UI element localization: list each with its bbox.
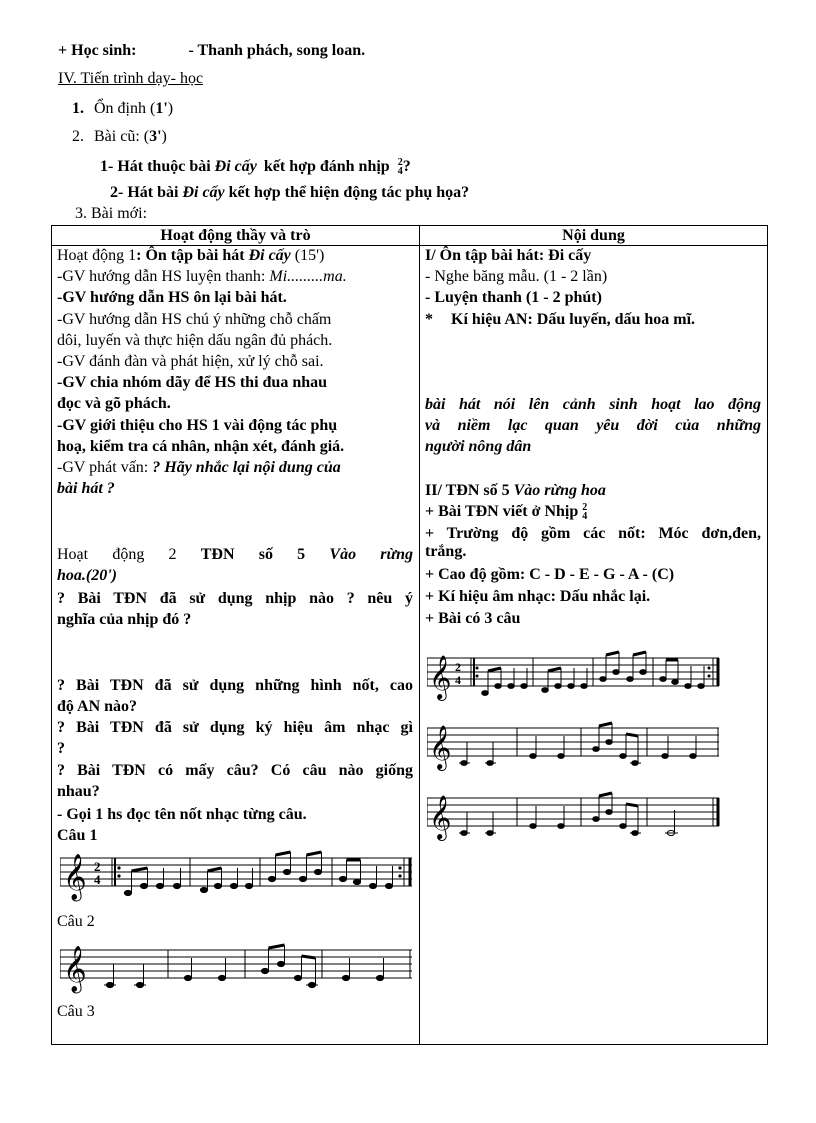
r4-star: * [425,311,433,328]
cau-1-label: Câu 1 [57,827,98,844]
content-line-7: người nông dân [425,438,532,455]
left-line-2: -GV hướng dẫn HS ôn lại bài hát. [57,289,287,306]
activity-2-title [57,545,413,565]
l10-a: -GV phát vấn: [57,459,149,476]
time-sig-top: 2 [455,660,461,674]
left-line-4: dôi, luyến và thực hiện dấu ngân đủ phách. [57,332,333,349]
l1-vocal: Mi.........ma. [269,268,347,285]
time-sig-bottom: 4 [94,872,101,887]
hd1-subtitle: : Ôn tập bài hát [136,247,245,264]
content-section-2 [425,481,761,501]
section-title: IV. Tiến trình dạy- học [58,70,204,87]
step-1-text: Ổn định ( [94,100,156,117]
right-staff-3 [427,784,727,846]
left-line-11: bài hát ? [57,480,115,497]
hd1-label: Hoạt động 1 [57,247,137,264]
hd2-title: Vào rừng [329,546,414,563]
lesson-table [51,225,768,1045]
step-2-text: Bài cũ: ( [94,128,150,145]
r8-title: Vào rừng hoa [513,482,606,499]
r1-label: I/ Ôn tập bài hát: [425,247,545,264]
review-question-1 [100,158,411,176]
content-line-10: + Trường độ gồm các nốt: Móc đơn,đen, [425,525,761,542]
r1-song: Đi cấy [548,247,592,264]
content-line-5: bài hát nói lên cảnh sinh hoạt lao động [425,396,761,413]
left-line-1 [57,267,413,287]
treble-clef-icon: 𝄞 [429,655,452,699]
content-line-14: + Bài có 3 câu [425,610,521,627]
q1-time-top: 2 [397,157,403,169]
q1-time-bottom: 4 [397,166,403,178]
activity-2-title-cont: hoa.(20') [57,567,117,584]
left-line-3: -GV hướng dẫn HS chú ý những chỗ chấm [57,311,332,328]
step-2 [72,128,167,146]
step-3: 3. Bài mới: [75,205,148,222]
question-3-b: ? [57,740,65,757]
cau-2-label: Câu 2 [57,913,95,930]
content-line-11: trắng. [425,543,467,560]
step-2-time: 3' [149,128,162,145]
treble-clef-icon: 𝄞 [63,854,87,900]
hoc-sinh-label: + Học sinh: [58,42,137,59]
left-line-7: đọc và gõ phách. [57,395,171,412]
r9-text: + Bài TĐN viết ở Nhịp [425,503,579,520]
activity-1-title [57,246,413,266]
l10-b: ? Hãy nhắc lại nội dung của [152,459,341,476]
right-staff-2 [427,714,727,774]
r3-a: - Luyện thanh [425,289,522,306]
left-line-10 [57,458,413,478]
content-line-13: + Kí hiệu âm nhạc: Dấu nhắc lại. [425,588,651,605]
step-1-number: 1. [72,100,84,117]
hoc-sinh-items: - Thanh phách, song loan. [188,42,366,59]
step-1 [72,100,173,118]
q1-text-b: kết hợp đánh nhịp [263,158,390,175]
activities-cell [52,246,420,1045]
step-1-time: 1' [155,100,168,117]
review-question-2 [110,184,469,202]
q1-text-a: 1- Hát thuộc bài [100,158,211,175]
question-2-a: ? Bài TĐN đã sử dụng những hình nốt, cao [57,677,413,694]
hd2-label: Hoạt động 2 [57,546,177,563]
q2-text-a: 2- Hát bài [110,184,179,201]
content-line-6: và niềm lạc quan yêu đời của những [425,417,761,434]
r3-b: (1 - 2 phút) [525,289,602,306]
col-header-activities: Hoạt động thầy và trò [52,226,420,246]
cau-3-label: Câu 3 [57,1003,95,1020]
q2-song: Đi cấy [182,184,225,201]
time-sig-top: 2 [94,859,101,874]
right-staff-1 [427,646,727,702]
r9-bottom: 4 [582,511,588,523]
question-4-a: ? Bài TĐN có mấy câu? Có câu nào giống [57,762,413,779]
q2-text-b: kết hợp thể hiện động tác phụ họa? [228,184,470,201]
hd1-time: (15') [294,247,325,264]
content-line-2: - Nghe băng mẫu. (1 - 2 lần) [425,268,608,285]
r9-time-signature [582,503,587,521]
content-line-12: + Cao độ gồm: C - D - E - G - A - (C) [425,566,675,583]
hoc-sinh-line [58,42,365,60]
step-2-number: 2. [72,128,84,145]
left-line-5: -GV đánh đàn và phát hiện, xử lý chỗ sai. [57,353,324,370]
r8-label: II/ TĐN số 5 [425,482,510,499]
hd2-number: TĐN số 5 [200,546,306,563]
col-header-content: Nội dung [420,226,768,246]
content-line-9 [425,502,761,522]
step-1-close: ) [167,100,174,117]
question-1-a: ? Bài TĐN đã sử dụng nhịp nào ? nêu ý [57,590,413,607]
content-section-1 [425,246,761,266]
question-1-b: nghĩa của nhịp đó ? [57,611,192,628]
hd1-song: Đi cấy [248,247,291,264]
treble-clef-icon: 𝄞 [429,795,452,839]
left-line-6: -GV chia nhóm dãy để HS thi đua nhau [57,374,328,391]
left-line-8: -GV giới thiệu cho HS 1 vài động tác phụ [57,417,338,434]
treble-clef-icon: 𝄞 [63,946,87,992]
content-line-4 [425,310,761,330]
q1-end: ? [402,158,411,175]
treble-clef-icon: 𝄞 [429,725,452,769]
question-5: - Gọi 1 hs đọc tên nốt nhạc từng câu. [57,806,307,823]
question-3-a: ? Bài TĐN đã sử dụng ký hiệu âm nhạc gì [57,719,413,736]
content-line-3 [425,288,761,308]
content-cell [420,246,768,1045]
step-2-close: ) [161,128,167,145]
l1-text: -GV hướng dẫn HS luyện thanh: [57,268,266,285]
left-line-9: hoạ, kiểm tra cá nhân, nhận xét, đánh giá. [57,438,345,455]
left-staff-1 [60,846,415,902]
left-staff-2 [60,936,415,996]
question-4-b: nhau? [57,783,100,800]
r4-text: Kí hiệu AN: Dấu luyến, dấu hoa mĩ. [451,311,696,328]
question-2-b: độ AN nào? [57,698,138,715]
q1-song: Đi cấy [214,158,257,175]
r9-top: 2 [582,502,588,514]
time-sig-bottom: 4 [455,673,461,687]
